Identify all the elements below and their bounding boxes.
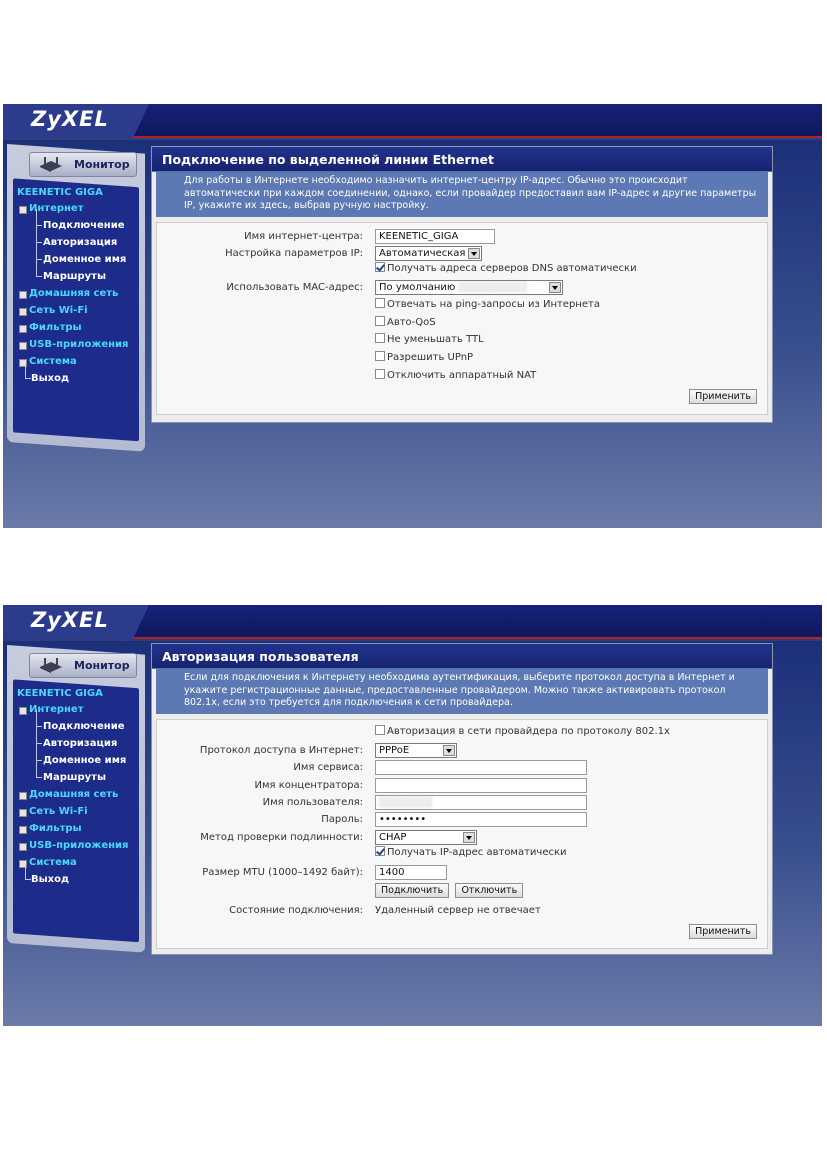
upnp-checkbox[interactable] (375, 351, 385, 361)
device-name: KEENETIC GIGA (17, 187, 103, 198)
chevron-down-icon (549, 282, 561, 293)
main-menu (17, 186, 145, 387)
ping-reply-checkbox[interactable] (375, 298, 385, 308)
qos-row: Авто-QoS (157, 317, 767, 333)
menu-usb-apps[interactable]: USB-приложения (17, 837, 145, 854)
menu-home-network[interactable]: Домашняя сеть (17, 786, 145, 803)
connection-status: Удаленный сервер не отвечает (375, 905, 541, 916)
mac-select[interactable]: По умолчанию ░░░░░░░░░ (375, 280, 563, 295)
page-description: Если для подключения к Интернету необходима аутентификация, выберите протокол доступа в Интернет и укажите регистрационные данные, предоставленные провайдером. Можно также активировать протокол 802.1x, если это требуется для подключения к сети провайдера. (156, 669, 768, 714)
protocol-select[interactable]: PPPoE (375, 743, 457, 758)
menu-internet[interactable]: Интернет (17, 200, 145, 217)
menu-home-network[interactable]: Домашняя сеть (17, 285, 145, 302)
username-input[interactable]: ░░░░░░░ (375, 795, 587, 810)
ip-settings-select[interactable]: Автоматическая (375, 246, 482, 261)
chevron-down-icon (463, 832, 475, 843)
protocol-row: Протокол доступа в Интернет: PPPoE (157, 743, 767, 759)
username-row: Имя пользователя: ░░░░░░░ (157, 795, 767, 811)
menu-connection[interactable]: Подключение (17, 718, 145, 735)
menu-connection[interactable]: Подключение (17, 217, 145, 234)
menu-exit[interactable]: Выход (17, 370, 145, 387)
device-name: KEENETIC GIGA (17, 688, 103, 699)
menu-internet[interactable]: Интернет (17, 701, 145, 718)
auth-8021x-row: Авторизация в сети провайдера по протоколу 802.1x (157, 726, 767, 742)
chevron-down-icon (468, 248, 480, 259)
menu-domain-name[interactable]: Доменное имя (17, 752, 145, 769)
upnp-row: Разрешить UPnP (157, 352, 767, 368)
page-title: Подключение по выделенной линии Ethernet (152, 147, 772, 172)
hw-nat-checkbox[interactable] (375, 369, 385, 379)
apply-button[interactable]: Применить (689, 389, 757, 404)
authorization-form (156, 719, 768, 949)
menu-authorization[interactable]: Авторизация (17, 735, 145, 752)
menu-domain-name[interactable]: Доменное имя (17, 251, 145, 268)
dns-auto-checkbox[interactable] (375, 262, 385, 272)
nat-row: Отключить аппаратный NAT (157, 370, 767, 386)
menu-wifi[interactable]: Сеть Wi-Fi (17, 302, 145, 319)
menu-filters[interactable]: Фильтры (17, 820, 145, 837)
zyxel-logo: ZyXEL (31, 608, 109, 632)
authorization-panel (151, 643, 773, 955)
connect-row (157, 883, 767, 899)
router-icon (38, 658, 64, 673)
page-description: Для работы в Интернете необходимо назначить интернет-центру IP-адрес. Обычно это происходит автоматически при каждом соединении, однако, если провайдер предоставил вам IP-адрес и другие параметры IP, укажите их здесь, выбрав ручную настройку. (156, 172, 768, 217)
zyxel-logo: ZyXEL (31, 107, 109, 131)
ethernet-form (156, 222, 768, 415)
ip-auto-row: Получать IP-адрес автоматически (157, 847, 767, 863)
no-ttl-checkbox[interactable] (375, 333, 385, 343)
ping-row: Отвечать на ping-запросы из Интернета (157, 299, 767, 315)
disconnect-button[interactable]: Отключить (455, 883, 523, 898)
password-input[interactable]: •••••••• (375, 812, 587, 827)
menu-routes[interactable]: Маршруты (17, 268, 145, 285)
ip-auto-checkbox[interactable] (375, 846, 385, 856)
hostname-input[interactable]: KEENETIC_GIGA (375, 229, 495, 244)
page-title: Авторизация пользователя (152, 644, 772, 669)
monitor-button[interactable]: Монитор (29, 152, 137, 177)
auth-method-row: Метод проверки подлинности: CHAP (157, 830, 767, 846)
top-bar (3, 104, 822, 138)
main-menu (17, 687, 145, 888)
apply-button[interactable]: Применить (689, 924, 757, 939)
hostname-row: Имя интернет-центра: KEENETIC_GIGA (157, 229, 767, 245)
menu-system[interactable]: Система (17, 854, 145, 871)
chevron-down-icon (443, 745, 455, 756)
screenshot-authorization (3, 605, 822, 1026)
menu-authorization[interactable]: Авторизация (17, 234, 145, 251)
ethernet-panel (151, 146, 773, 423)
menu-system[interactable]: Система (17, 353, 145, 370)
top-bar (3, 605, 822, 639)
auth-8021x-checkbox[interactable] (375, 725, 385, 735)
router-icon (38, 157, 64, 172)
screenshot-ethernet (3, 104, 822, 528)
concentrator-input[interactable] (375, 778, 587, 793)
service-name-input[interactable] (375, 760, 587, 775)
menu-filters[interactable]: Фильтры (17, 319, 145, 336)
auto-qos-checkbox[interactable] (375, 316, 385, 326)
dns-auto-row: Получать адреса серверов DNS автоматически (157, 263, 767, 279)
menu-wifi[interactable]: Сеть Wi-Fi (17, 803, 145, 820)
menu-exit[interactable]: Выход (17, 871, 145, 888)
connect-button[interactable]: Подключить (375, 883, 449, 898)
menu-usb-apps[interactable]: USB-приложения (17, 336, 145, 353)
mac-row: Использовать MAC-адрес: По умолчанию ░░░░░░░░░ (157, 280, 767, 296)
ttl-row: Не уменьшать TTL (157, 334, 767, 350)
auth-method-select[interactable]: CHAP (375, 830, 477, 845)
mtu-input[interactable]: 1400 (375, 865, 447, 880)
status-row: Состояние подключения: Удаленный сервер не отвечает (229, 905, 541, 916)
mtu-row: Размер MTU (1000–1492 байт): 1400 (157, 865, 767, 881)
ip-settings-row: Настройка параметров IP: Автоматическая (157, 246, 767, 262)
menu-routes[interactable]: Маршруты (17, 769, 145, 786)
monitor-button[interactable]: Монитор (29, 653, 137, 678)
password-row: Пароль: •••••••• (157, 812, 767, 828)
service-row: Имя сервиса: (157, 760, 767, 776)
concentrator-row: Имя концентратора: (157, 778, 767, 794)
